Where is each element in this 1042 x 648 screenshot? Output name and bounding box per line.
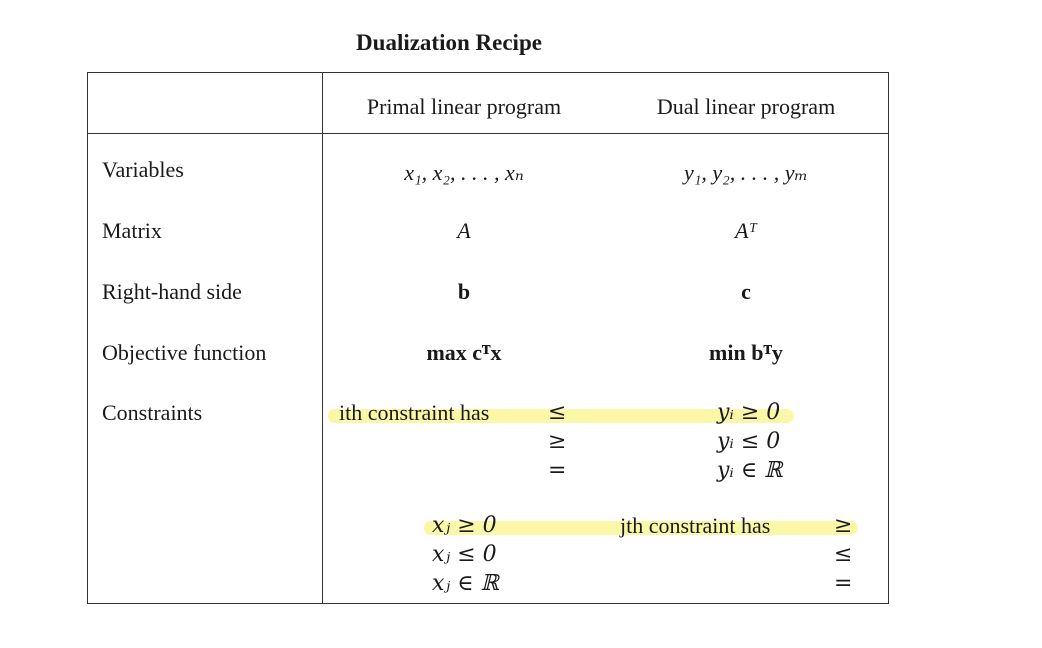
row-label-constraints: Constraints <box>102 400 203 425</box>
primal-xj-free: xⱼ ∈ ℝ <box>432 571 499 596</box>
header-primal: Primal linear program <box>366 94 562 119</box>
dual-jth-constraint: jth constraint has <box>620 513 771 538</box>
primal-objective: max cᵀx <box>426 340 502 365</box>
primal-variables: x₁, x₂, . . . , xₙ <box>404 160 524 185</box>
primal-ith-sign-ge: ≥ <box>548 429 567 454</box>
dual-jth-sign-ge: ≥ <box>834 513 853 538</box>
dual-jth-sign-eq: = <box>834 571 853 596</box>
header-divider <box>87 133 889 134</box>
row-label-rhs: Right-hand side <box>102 279 242 304</box>
dual-yi-nonneg: yᵢ ≥ 0 <box>717 400 781 425</box>
column-divider <box>322 72 323 604</box>
dual-jth-sign-le: ≤ <box>834 542 853 567</box>
dual-matrix: Aᵀ <box>735 218 757 243</box>
header-dual: Dual linear program <box>656 94 836 119</box>
row-label-objective: Objective function <box>102 340 267 365</box>
primal-matrix: A <box>457 218 471 243</box>
primal-rhs: b <box>457 279 471 304</box>
dual-yi-free: yᵢ ∈ ℝ <box>717 458 783 483</box>
dual-yi-nonpos: yᵢ ≤ 0 <box>717 429 781 454</box>
dual-objective: min bᵀy <box>709 340 783 365</box>
primal-xj-nonpos: xⱼ ≤ 0 <box>432 542 497 567</box>
dual-variables: y₁, y₂, . . . , yₘ <box>683 160 809 185</box>
dual-rhs: c <box>741 279 751 304</box>
primal-ith-sign-eq: = <box>548 458 567 483</box>
row-label-matrix: Matrix <box>102 218 162 243</box>
primal-ith-constraint: ith constraint has <box>339 400 490 425</box>
primal-ith-sign-le: ≤ <box>548 400 567 425</box>
row-label-variables: Variables <box>102 157 184 182</box>
table-title: Dualization Recipe <box>356 30 542 55</box>
primal-xj-nonneg: xⱼ ≥ 0 <box>432 513 497 538</box>
